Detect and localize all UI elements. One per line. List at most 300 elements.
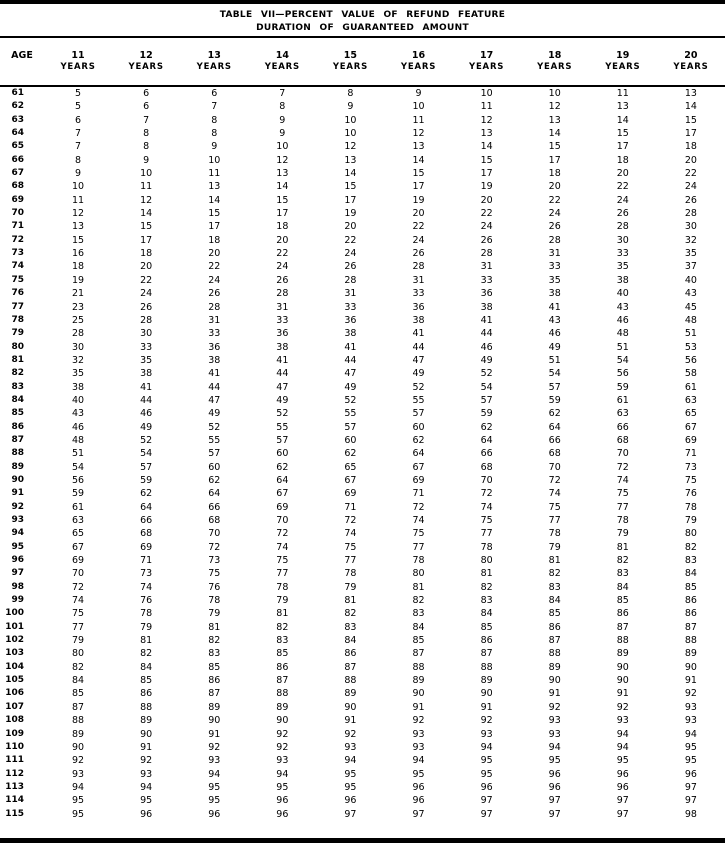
value-cell: 6 [143, 101, 150, 113]
value-cell: 38 [208, 354, 221, 366]
value-cell: 35 [684, 248, 697, 260]
value-cell: 75 [480, 515, 493, 526]
value-cell: 86 [684, 608, 697, 620]
value-cell: 92 [140, 755, 153, 767]
value-cell: 95 [72, 808, 85, 820]
value-cell: 67 [276, 488, 289, 500]
value-cell: 83 [276, 635, 289, 647]
value-cell: 82 [140, 648, 153, 660]
value-cell: 43 [72, 408, 85, 420]
value-cell: 77 [344, 555, 357, 567]
value-cell: 15 [480, 154, 493, 166]
value-cell: 49 [344, 381, 357, 393]
value-cell: 90 [140, 728, 153, 740]
value-cell: 31 [412, 274, 425, 286]
value-cell: 22 [412, 221, 425, 233]
value-cell: 88 [412, 661, 425, 673]
value-cell: 93 [140, 768, 153, 780]
age-cell: 73 [11, 248, 24, 259]
value-cell: 94 [208, 768, 221, 780]
value-cell: 59 [72, 488, 85, 500]
value-cell: 12 [412, 128, 425, 140]
value-cell: 18 [276, 221, 289, 233]
value-cell: 44 [480, 328, 493, 340]
value-cell: 9 [279, 128, 286, 140]
value-cell: 22 [276, 248, 289, 260]
value-cell: 71 [140, 555, 153, 567]
value-cell: 73 [684, 461, 697, 473]
value-cell: 46 [72, 421, 85, 433]
value-cell: 18 [72, 261, 85, 273]
value-cell: 91 [208, 728, 221, 740]
value-cell: 67 [72, 541, 85, 553]
value-cell: 10 [140, 168, 153, 180]
value-cell: 92 [616, 701, 629, 713]
value-cell: 92 [276, 741, 289, 753]
value-cell: 82 [344, 608, 357, 620]
value-cell: 80 [480, 555, 493, 567]
value-cell: 86 [208, 675, 221, 687]
value-cell: 54 [480, 381, 493, 393]
value-cell: 93 [412, 728, 425, 740]
table-row [0, 714, 725, 727]
value-cell: 12 [276, 154, 289, 166]
value-cell: 89 [208, 701, 221, 713]
value-cell: 79 [72, 635, 85, 647]
value-cell: 24 [480, 221, 493, 233]
value-cell: 96 [616, 768, 629, 780]
value-cell: 40 [72, 394, 85, 406]
value-cell: 95 [480, 768, 493, 780]
age-cell: 104 [5, 661, 24, 672]
value-cell: 10 [480, 88, 493, 99]
value-cell: 19 [72, 274, 85, 286]
value-cell: 87 [276, 675, 289, 687]
value-cell: 96 [344, 795, 357, 807]
value-cell: 15 [616, 128, 629, 140]
table-row [0, 114, 725, 127]
value-cell: 75 [276, 555, 289, 567]
table-row [0, 260, 725, 273]
value-cell: 72 [72, 581, 85, 593]
value-cell: 75 [412, 528, 425, 540]
value-cell: 53 [684, 341, 697, 353]
value-cell: 62 [344, 448, 357, 460]
value-cell: 86 [684, 595, 697, 607]
value-cell: 28 [276, 288, 289, 300]
value-cell: 72 [616, 461, 629, 473]
value-cell: 97 [616, 808, 629, 820]
value-cell: 87 [480, 648, 493, 660]
value-cell: 88 [276, 688, 289, 700]
value-cell: 38 [480, 301, 493, 313]
value-cell: 72 [208, 541, 221, 553]
value-cell: 13 [684, 88, 697, 99]
value-cell: 44 [276, 368, 289, 380]
value-cell: 38 [412, 314, 425, 326]
table-row [0, 474, 725, 487]
value-cell: 83 [548, 581, 561, 593]
value-cell: 88 [140, 701, 153, 713]
value-cell: 81 [548, 555, 561, 567]
value-cell: 26 [140, 301, 153, 313]
age-cell: 96 [11, 555, 24, 566]
table-body [0, 86, 725, 821]
table-row [0, 634, 725, 647]
value-cell: 49 [548, 341, 561, 353]
value-cell: 93 [548, 728, 561, 740]
value-cell: 60 [344, 434, 357, 446]
age-cell: 106 [5, 688, 24, 699]
table-row [0, 234, 725, 247]
value-cell: 45 [684, 301, 697, 313]
value-cell: 82 [684, 541, 697, 553]
value-cell: 33 [548, 261, 561, 273]
age-cell: 114 [5, 795, 24, 806]
value-cell: 8 [211, 128, 218, 140]
value-cell: 25 [72, 314, 85, 326]
value-cell: 13 [72, 221, 85, 233]
value-cell: 10 [548, 88, 561, 99]
value-cell: 95 [208, 781, 221, 793]
value-cell: 97 [412, 808, 425, 820]
value-cell: 91 [344, 715, 357, 727]
value-cell: 54 [616, 354, 629, 366]
value-cell: 79 [208, 608, 221, 620]
value-cell: 21 [72, 288, 85, 300]
col-header-years-label: YEARS [657, 61, 725, 86]
value-cell: 28 [548, 234, 561, 246]
value-cell: 77 [616, 501, 629, 513]
value-cell: 66 [548, 434, 561, 446]
value-cell: 52 [140, 434, 153, 446]
value-cell: 26 [684, 194, 697, 206]
value-cell: 97 [480, 808, 493, 820]
value-cell: 85 [140, 675, 153, 687]
value-cell: 41 [412, 328, 425, 340]
value-cell: 83 [208, 648, 221, 660]
value-cell: 41 [208, 368, 221, 380]
value-cell: 41 [548, 301, 561, 313]
value-cell: 56 [616, 368, 629, 380]
age-cell: 110 [5, 741, 24, 752]
value-cell: 23 [72, 301, 85, 313]
value-cell: 70 [548, 461, 561, 473]
value-cell: 94 [616, 728, 629, 740]
value-cell: 97 [616, 795, 629, 807]
value-cell: 71 [412, 488, 425, 500]
value-cell: 68 [480, 461, 493, 473]
value-cell: 11 [140, 181, 153, 193]
value-cell: 8 [347, 88, 354, 99]
value-cell: 91 [412, 701, 425, 713]
value-cell: 22 [344, 234, 357, 246]
value-cell: 78 [208, 595, 221, 607]
value-cell: 87 [412, 648, 425, 660]
value-cell: 89 [616, 648, 629, 660]
value-cell: 59 [616, 381, 629, 393]
table-row [0, 794, 725, 807]
value-cell: 54 [548, 368, 561, 380]
value-cell: 89 [140, 715, 153, 727]
value-cell: 90 [276, 715, 289, 727]
value-cell: 24 [548, 208, 561, 220]
value-cell: 17 [344, 194, 357, 206]
value-cell: 31 [548, 248, 561, 260]
col-header-age-spacer [0, 61, 44, 86]
value-cell: 85 [276, 648, 289, 660]
value-cell: 47 [412, 354, 425, 366]
age-cell: 75 [11, 274, 24, 285]
value-cell: 94 [548, 741, 561, 753]
value-cell: 26 [412, 248, 425, 260]
value-cell: 49 [480, 354, 493, 366]
age-cell: 88 [11, 448, 24, 459]
value-cell: 70 [72, 568, 85, 580]
value-cell: 74 [72, 595, 85, 607]
value-cell: 87 [208, 688, 221, 700]
age-cell: 90 [11, 474, 24, 485]
value-cell: 88 [480, 661, 493, 673]
value-cell: 93 [276, 755, 289, 767]
value-cell: 18 [208, 234, 221, 246]
age-cell: 84 [11, 394, 24, 405]
value-cell: 74 [276, 541, 289, 553]
value-cell: 91 [480, 701, 493, 713]
value-cell: 52 [480, 368, 493, 380]
value-cell: 24 [684, 181, 697, 193]
value-cell: 77 [276, 568, 289, 580]
value-cell: 86 [344, 648, 357, 660]
value-cell: 81 [616, 541, 629, 553]
value-cell: 33 [616, 248, 629, 260]
value-cell: 36 [412, 301, 425, 313]
col-header-years-label: YEARS [180, 61, 248, 86]
value-cell: 57 [344, 421, 357, 433]
col-header-year-number: 18 [548, 50, 562, 61]
value-cell: 85 [684, 581, 697, 593]
value-cell: 17 [208, 221, 221, 233]
value-cell: 87 [72, 701, 85, 713]
value-cell: 13 [616, 101, 629, 113]
value-cell: 6 [143, 88, 150, 99]
table-row [0, 274, 725, 287]
value-cell: 76 [208, 581, 221, 593]
value-cell: 87 [616, 621, 629, 633]
table-row [0, 247, 725, 260]
value-cell: 17 [616, 141, 629, 153]
age-cell: 97 [11, 568, 24, 579]
value-cell: 90 [548, 675, 561, 687]
value-cell: 12 [548, 101, 561, 113]
value-cell: 82 [412, 595, 425, 607]
value-cell: 28 [480, 248, 493, 260]
value-cell: 78 [684, 501, 697, 513]
table-title-line2: DURATION OF GUARANTEED AMOUNT [256, 23, 469, 33]
value-cell: 28 [72, 328, 85, 340]
col-header-years-label: YEARS [453, 61, 521, 86]
value-cell: 52 [412, 381, 425, 393]
table-row [0, 367, 725, 380]
value-cell: 92 [72, 755, 85, 767]
value-cell: 57 [412, 408, 425, 420]
value-cell: 94 [412, 755, 425, 767]
value-cell: 90 [412, 688, 425, 700]
value-cell: 14 [684, 101, 697, 113]
value-cell: 54 [140, 448, 153, 460]
value-cell: 66 [480, 448, 493, 460]
value-cell: 97 [684, 795, 697, 807]
value-cell: 67 [344, 474, 357, 486]
value-cell: 81 [480, 568, 493, 580]
value-cell: 95 [344, 781, 357, 793]
value-cell: 8 [143, 141, 150, 153]
value-cell: 84 [140, 661, 153, 673]
table-row [0, 180, 725, 193]
value-cell: 89 [344, 688, 357, 700]
value-cell: 84 [548, 595, 561, 607]
value-cell: 69 [344, 488, 357, 500]
value-cell: 51 [616, 341, 629, 353]
value-cell: 93 [616, 715, 629, 727]
value-cell: 49 [140, 421, 153, 433]
value-cell: 13 [548, 114, 561, 126]
value-cell: 75 [616, 488, 629, 500]
table-row [0, 527, 725, 540]
value-cell: 93 [412, 741, 425, 753]
value-cell: 35 [616, 261, 629, 273]
value-cell: 62 [548, 408, 561, 420]
value-cell: 17 [412, 181, 425, 193]
value-cell: 6 [75, 114, 82, 126]
value-cell: 93 [72, 768, 85, 780]
value-cell: 9 [143, 154, 150, 166]
value-cell: 7 [75, 128, 82, 140]
value-cell: 22 [140, 274, 153, 286]
value-cell: 57 [480, 394, 493, 406]
value-cell: 89 [412, 675, 425, 687]
col-header-years-label: YEARS [521, 61, 589, 86]
table-row [0, 421, 725, 434]
value-cell: 96 [616, 781, 629, 793]
age-cell: 85 [11, 408, 24, 419]
table-row [0, 100, 725, 113]
value-cell: 73 [208, 555, 221, 567]
col-header-year-number: 13 [207, 50, 221, 61]
value-cell: 97 [684, 781, 697, 793]
value-cell: 8 [143, 128, 150, 140]
age-cell: 109 [5, 728, 24, 739]
value-cell: 84 [412, 621, 425, 633]
value-cell: 85 [72, 688, 85, 700]
value-cell: 56 [72, 474, 85, 486]
value-cell: 76 [684, 488, 697, 500]
table-row [0, 394, 725, 407]
value-cell: 66 [616, 421, 629, 433]
value-cell: 41 [480, 314, 493, 326]
value-cell: 84 [684, 568, 697, 580]
value-cell: 91 [140, 741, 153, 753]
value-cell: 66 [208, 501, 221, 513]
value-cell: 49 [276, 394, 289, 406]
value-cell: 93 [344, 741, 357, 753]
value-cell: 18 [548, 168, 561, 180]
value-cell: 20 [140, 261, 153, 273]
age-cell: 78 [11, 314, 24, 325]
age-cell: 100 [5, 608, 24, 619]
value-cell: 75 [548, 501, 561, 513]
col-header-years-label: YEARS [44, 61, 112, 86]
value-cell: 52 [276, 408, 289, 420]
value-cell: 33 [480, 274, 493, 286]
age-cell: 74 [11, 261, 24, 272]
value-cell: 92 [548, 701, 561, 713]
age-cell: 113 [5, 781, 24, 792]
value-cell: 75 [208, 568, 221, 580]
value-cell: 64 [480, 434, 493, 446]
value-cell: 14 [480, 141, 493, 153]
value-cell: 46 [548, 328, 561, 340]
value-cell: 95 [616, 755, 629, 767]
value-cell: 92 [208, 741, 221, 753]
value-cell: 96 [276, 795, 289, 807]
value-cell: 47 [276, 381, 289, 393]
age-cell: 89 [11, 461, 24, 472]
value-cell: 28 [684, 208, 697, 220]
value-cell: 68 [208, 515, 221, 526]
value-cell: 62 [208, 474, 221, 486]
value-cell: 74 [140, 581, 153, 593]
table-row [0, 434, 725, 447]
value-cell: 70 [480, 474, 493, 486]
value-cell: 17 [548, 154, 561, 166]
value-cell: 36 [344, 314, 357, 326]
table-row [0, 781, 725, 794]
age-cell: 94 [11, 528, 24, 539]
value-cell: 18 [684, 141, 697, 153]
value-cell: 61 [72, 501, 85, 513]
value-cell: 31 [344, 288, 357, 300]
value-cell: 17 [684, 128, 697, 140]
age-cell: 79 [11, 328, 24, 339]
value-cell: 62 [140, 488, 153, 500]
value-cell: 13 [208, 181, 221, 193]
value-cell: 11 [208, 168, 221, 180]
age-cell: 99 [11, 595, 24, 606]
col-header-age: AGE [11, 50, 33, 61]
value-cell: 73 [140, 568, 153, 580]
value-cell: 35 [548, 274, 561, 286]
value-cell: 64 [208, 488, 221, 500]
value-cell: 38 [72, 381, 85, 393]
value-cell: 15 [208, 208, 221, 220]
age-cell: 101 [5, 621, 24, 632]
col-header-year-number: 11 [71, 50, 85, 61]
value-cell: 48 [616, 328, 629, 340]
value-cell: 15 [548, 141, 561, 153]
value-cell: 90 [616, 675, 629, 687]
value-cell: 97 [548, 795, 561, 807]
value-cell: 38 [548, 288, 561, 300]
value-cell: 31 [276, 301, 289, 313]
value-cell: 79 [684, 515, 697, 526]
table-row [0, 487, 725, 500]
value-cell: 9 [75, 168, 82, 180]
value-cell: 63 [72, 515, 85, 526]
value-cell: 86 [480, 635, 493, 647]
value-cell: 20 [548, 181, 561, 193]
value-cell: 60 [208, 461, 221, 473]
